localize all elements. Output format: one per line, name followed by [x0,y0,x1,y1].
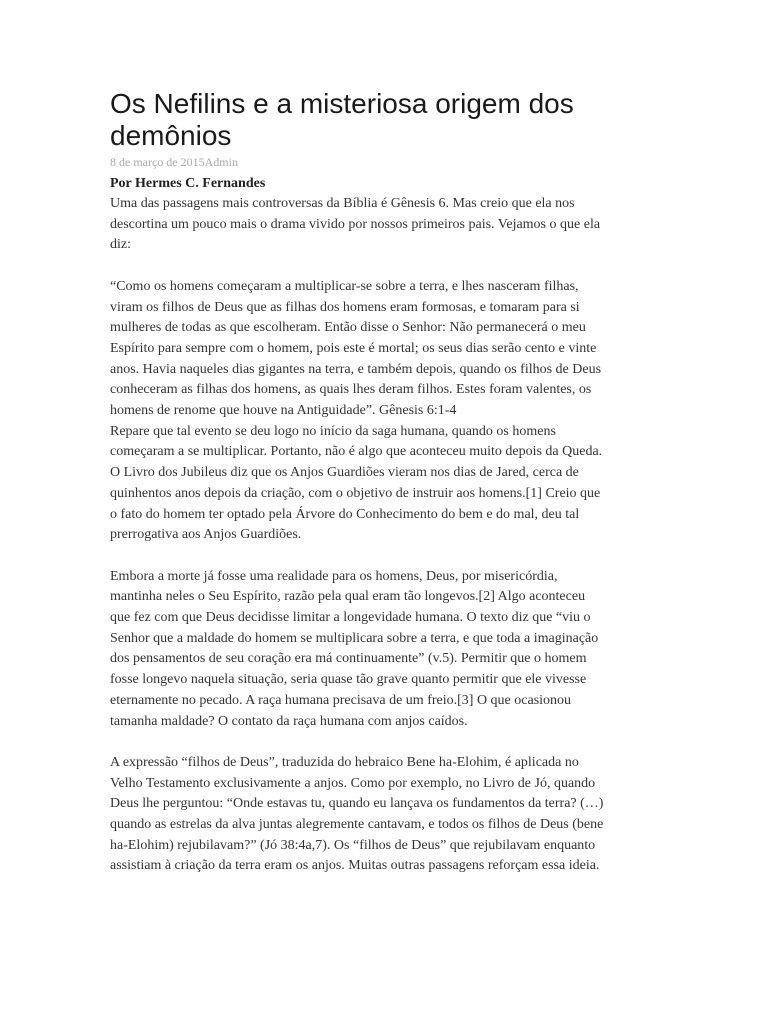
article-byline: Por Hermes C. Fernandes [110,176,266,191]
article [110,88,635,898]
paragraph-intro: Uma das passagens mais controversas da Bíblia é Gênesis 6. Mas creio que ela nos descortina um pouco mais o drama vivido por nossos primeiros pais. Vejamos o que ela diz: [110,196,601,253]
article-title: Os Nefilins e a misteriosa origem dos demônios [110,88,574,151]
article-author-tag[interactable]: Admin [204,155,238,169]
article-meta [110,155,635,169]
paragraph-sons-of-god: A expressão “filhos de Deus”, traduzida do hebraico Bene ha-Elohim, é aplicada no Velho Testamento exclusivamente a anjos. Como por exemplo, no Livro de Jó, quando Deus lhe perguntou: “Onde estavas tu, quando eu lançava os fundamentos da terra? (…) quando as estrelas da alva juntas alegremente cantavam, e todos os filhos de Deus (bene ha-Elohim) rejubilavam?” (Jó 38:4a,7). Os “filhos de Deus” que rejubilavam enquanto assistiam à criação da terra eram os anjos. Muitas outras passagens reforçam essa ideia. [110,754,604,874]
article-date: 8 de março de 2015 [110,155,205,169]
paragraph-death: Embora a morte já fosse uma realidade para os homens, Deus, por misericórdia, mantinha neles o Seu Espírito, razão pela qual eram tão longevos.[2] Algo aconteceu que fez com que Deus decidisse limitar a longevidade humana. O texto diz que “viu o Senhor que a maldade do homem se multiplicara sobre a terra, e que toda a imaginação dos pensamentos de seu coração era má continuamente” (v.5). Permitir que o homem fosse longevo naquela situação, seria quase tão grave quanto permitir que ele vivesse eternamente no pecado. A raça humana precisava de um freio.[3] O que ocasionou tamanha maldade? O contato da raça humana com anjos caídos. [110,568,599,729]
paragraph-quote: “Como os homens começaram a multiplicar-se sobre a terra, e lhes nasceram filhas, viram os filhos de Deus que as filhas dos homens eram formosas, e tomaram para si mulheres de todas as que escolheram. Então disse o Senhor: Não permanecerá o meu Espírito para sempre com o homem, pois este é mortal; os seus dias serão cento e vinte anos. Havia naqueles dias gigantes na terra, e também depois, quando os filhos de Deus conheceram as filhas dos homens, as quais lhes deram filhos. Estes foram valentes, os homens de renome que houve na Antiguidade”. Gênesis 6:1-4 [110,278,602,419]
paragraph-event: Repare que tal evento se deu logo no início da saga humana, quando os homens começaram a se multiplicar. Portanto, não é algo que aconteceu muito depois da Queda. O Livro dos Jubileus diz que os Anjos Guardiões vieram nos dias de Jared, cerca de quinhentos anos depois da criação, com o objetivo de instruir aos homens.[1] Creio que o fato do homem ter optado pela Árvore do Conhecimento do bem e do mal, deu tal prerrogativa aos Anjos Guardiões. [110,423,603,543]
